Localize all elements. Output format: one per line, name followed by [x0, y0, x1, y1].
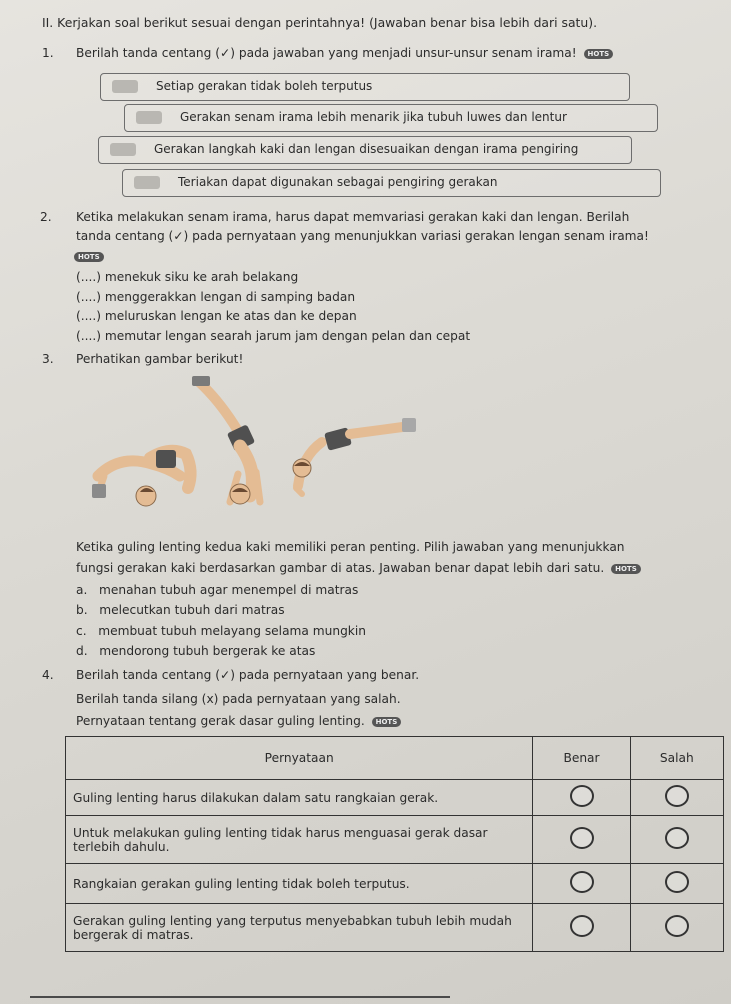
- q2-line-1: Ketika melakukan senam irama, harus dapat memvariasi gerakan kaki dan lengan. Berilah: [76, 210, 630, 224]
- option-text: Gerakan senam irama lebih menarik jika tubuh luwes dan lentur: [180, 110, 567, 124]
- salah-radio[interactable]: [665, 827, 689, 849]
- benar-radio[interactable]: [570, 785, 594, 807]
- q2-number: 2.: [40, 210, 52, 224]
- table-row: [66, 904, 724, 952]
- statement-cell: Guling lenting harus dilakukan dalam satu rangkaian gerak.: [66, 780, 533, 816]
- salah-cell[interactable]: [630, 816, 723, 864]
- checkbox-placeholder[interactable]: [110, 143, 136, 156]
- salah-radio[interactable]: [665, 915, 689, 937]
- q3-choice-c[interactable]: [76, 624, 366, 638]
- choice-text: mendorong tubuh bergerak ke atas: [99, 644, 316, 658]
- benar-cell[interactable]: [533, 864, 630, 904]
- benar-radio[interactable]: [570, 871, 594, 893]
- choice-text: melecutkan tubuh dari matras: [99, 603, 285, 617]
- q2-item-1[interactable]: (....) menekuk siku ke arah belakang: [76, 270, 299, 284]
- statement-cell: Rangkaian gerakan guling lenting tidak boleh terputus.: [66, 864, 533, 904]
- q3-line-2: [76, 561, 641, 575]
- salah-cell[interactable]: [630, 904, 723, 952]
- choice-letter: b.: [76, 603, 88, 617]
- q3-title: Perhatikan gambar berikut!: [76, 352, 244, 366]
- q2-item-3[interactable]: (....) meluruskan lengan ke atas dan ke depan: [76, 309, 357, 323]
- benar-cell[interactable]: [533, 816, 630, 864]
- q3-number: 3.: [42, 352, 54, 366]
- choice-text: membuat tubuh melayang selama mungkin: [98, 624, 366, 638]
- choice-text: menahan tubuh agar menempel di matras: [98, 583, 359, 597]
- statement-table: [65, 736, 724, 952]
- q1-question: Berilah tanda centang (✓) pada jawaban yang menjadi unsur-unsur senam irama!: [76, 46, 577, 60]
- choice-letter: a.: [76, 583, 88, 597]
- checkbox-placeholder[interactable]: [112, 80, 138, 93]
- q1-option-1[interactable]: [100, 73, 630, 101]
- benar-cell[interactable]: [533, 780, 630, 816]
- checkbox-placeholder[interactable]: [136, 111, 162, 124]
- benar-radio[interactable]: [570, 915, 594, 937]
- q4-line-2: Berilah tanda silang (x) pada pernyataan yang salah.: [76, 692, 401, 706]
- q3-choice-b[interactable]: [76, 603, 285, 617]
- q2-line-2: tanda centang (✓) pada pernyataan yang menunjukkan variasi gerakan lengan senam irama!: [76, 229, 649, 243]
- q1-option-4[interactable]: [122, 169, 661, 197]
- q1-text: [76, 46, 613, 60]
- q3-choice-d[interactable]: [76, 644, 315, 658]
- q3-line-1: Ketika guling lenting kedua kaki memiliki peran penting. Pilih jawaban yang menunjukkan: [76, 540, 625, 554]
- gymnast-figure-2: [192, 376, 260, 504]
- q1-option-3[interactable]: [98, 136, 632, 164]
- salah-cell[interactable]: [630, 780, 723, 816]
- q3-line-2-text: fungsi gerakan kaki berdasarkan gambar di atas. Jawaban benar dapat lebih dari satu.: [76, 561, 605, 575]
- q4-line-3-text: Pernyataan tentang gerak dasar guling lenting.: [76, 714, 365, 728]
- q2-item-2[interactable]: (....) menggerakkan lengan di samping badan: [76, 290, 356, 304]
- hots-badge: HOTS: [584, 49, 614, 59]
- option-text: Setiap gerakan tidak boleh terputus: [156, 79, 373, 93]
- q4-line-1: Berilah tanda centang (✓) pada pernyataan yang benar.: [76, 668, 420, 682]
- section-header: II. Kerjakan soal berikut sesuai dengan perintahnya! (Jawaban benar bisa lebih dari satu).: [42, 15, 598, 30]
- option-text: Gerakan langkah kaki dan lengan disesuaikan dengan irama pengiring: [154, 142, 579, 156]
- q1-option-2[interactable]: [124, 104, 658, 132]
- hots-badge: HOTS: [74, 252, 104, 262]
- choice-letter: d.: [76, 644, 88, 658]
- guling-lenting-illustration: [90, 376, 430, 516]
- q4-line-3: [76, 714, 401, 728]
- q2-item-4[interactable]: (....) memutar lengan searah jarum jam dengan pelan dan cepat: [76, 329, 471, 343]
- header-benar: Benar: [533, 737, 630, 780]
- checkbox-placeholder[interactable]: [134, 176, 160, 189]
- gymnast-figure-1: [92, 450, 191, 506]
- benar-radio[interactable]: [570, 827, 594, 849]
- header-salah: Salah: [630, 737, 723, 780]
- benar-cell[interactable]: [533, 904, 630, 952]
- page-edge-divider: [30, 996, 450, 998]
- q4-number: 4.: [42, 668, 54, 682]
- table-row: [66, 816, 724, 864]
- salah-radio[interactable]: [665, 871, 689, 893]
- choice-letter: c.: [76, 624, 87, 638]
- salah-radio[interactable]: [665, 785, 689, 807]
- option-text: Teriakan dapat digunakan sebagai pengiring gerakan: [178, 175, 498, 189]
- table-row: [66, 780, 724, 816]
- hots-badge: HOTS: [611, 564, 641, 574]
- salah-cell[interactable]: [630, 864, 723, 904]
- hots-badge: HOTS: [372, 717, 402, 727]
- statement-cell: Gerakan guling lenting yang terputus menyebabkan tubuh lebih mudah bergerak di matras.: [66, 904, 533, 952]
- q1-number: 1.: [42, 46, 54, 60]
- gymnast-figure-3: [293, 418, 416, 494]
- statement-cell: Untuk melakukan guling lenting tidak harus menguasai gerak dasar terlebih dahulu.: [66, 816, 533, 864]
- header-pernyataan: Pernyataan: [66, 737, 533, 780]
- q3-choice-a[interactable]: [76, 583, 358, 597]
- table-row: [66, 864, 724, 904]
